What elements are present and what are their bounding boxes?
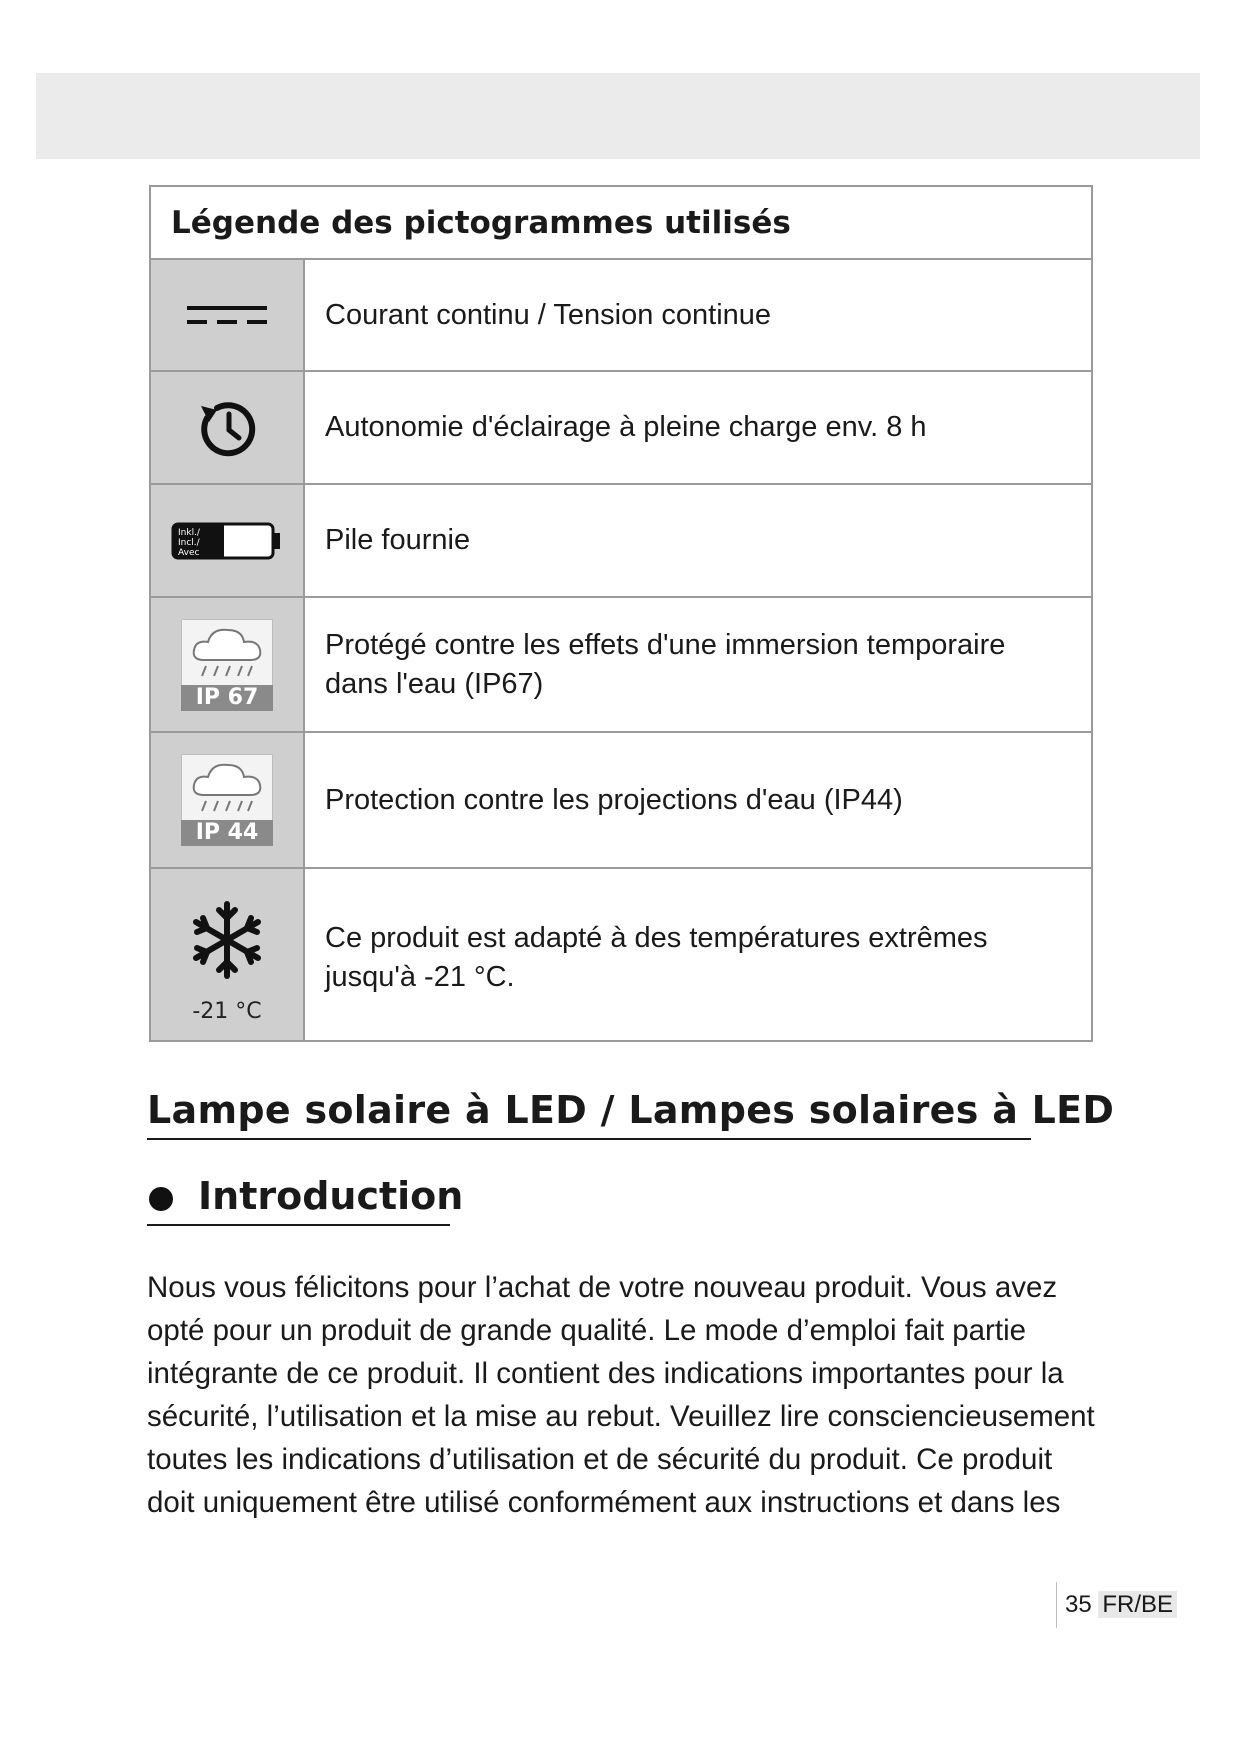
direct-current-icon	[151, 260, 305, 370]
page-number: 35	[1065, 1591, 1092, 1618]
legend-text: Protégé contre les effets d'une immersion temporaire dans l'eau (IP67)	[325, 628, 1006, 700]
introduction-paragraph: Nous vous félicitons pour l’achat de votre nouveau produit. Vous avez opté pour un produit de grande qualité. Le mode d’emploi fait partie intégrante de ce produit. Il contient des indications importantes pour la sécurité, l’utilisation et la mise au rebut. Veuillez lire consciencieusement toutes les indications d’utilisation et de sécurité du produit. Ce produit doit uniquement être utilisé conformément aux instructions et dans les	[147, 1271, 1095, 1519]
ip67-badge: IP 67	[181, 685, 273, 711]
section-title: Lampe solaire à LED / Lampes solaires à LED	[147, 1088, 1115, 1132]
snowflake-icon	[151, 869, 305, 1040]
battery-text-line: Incl./	[178, 537, 200, 548]
legend-text: Ce produit est adapté à des températures extrêmes jusqu'à -21 °C.	[325, 922, 988, 993]
ip44-rain-icon	[151, 733, 305, 867]
header-band	[36, 73, 1200, 159]
legend-row	[151, 485, 1091, 598]
legend-text: Courant continu / Tension continue	[325, 298, 772, 331]
introduction-underline	[147, 1224, 450, 1226]
temperature-label: -21 °C	[192, 999, 262, 1024]
ip44-badge: IP 44	[181, 820, 273, 846]
lighting-duration-clock-icon	[151, 372, 305, 483]
battery-included-icon	[151, 485, 305, 596]
legend-row	[151, 372, 1091, 485]
section-title-underline	[147, 1138, 1031, 1140]
legend-text: Protection contre les projections d'eau (IP44)	[325, 783, 903, 816]
language-code: FR/BE	[1098, 1591, 1177, 1618]
legend-row	[151, 733, 1091, 869]
legend-row	[151, 260, 1091, 372]
legend-text: Autonomie d'éclairage à pleine charge env. 8 h	[325, 411, 927, 443]
legend-row	[151, 598, 1091, 733]
bullet-icon	[149, 1187, 173, 1211]
battery-text-line: Inkl./	[178, 527, 200, 538]
legend-row	[151, 869, 1091, 1040]
pictogram-legend-table	[149, 185, 1093, 1042]
page-footer	[1056, 1582, 1177, 1628]
battery-text-line: Avec	[178, 547, 200, 558]
ip67-rain-icon	[151, 598, 305, 731]
legend-text: Pile fournie	[325, 524, 471, 556]
introduction-heading: Introduction	[198, 1174, 464, 1218]
legend-title: Légende des pictogrammes utilisés	[151, 187, 1091, 260]
